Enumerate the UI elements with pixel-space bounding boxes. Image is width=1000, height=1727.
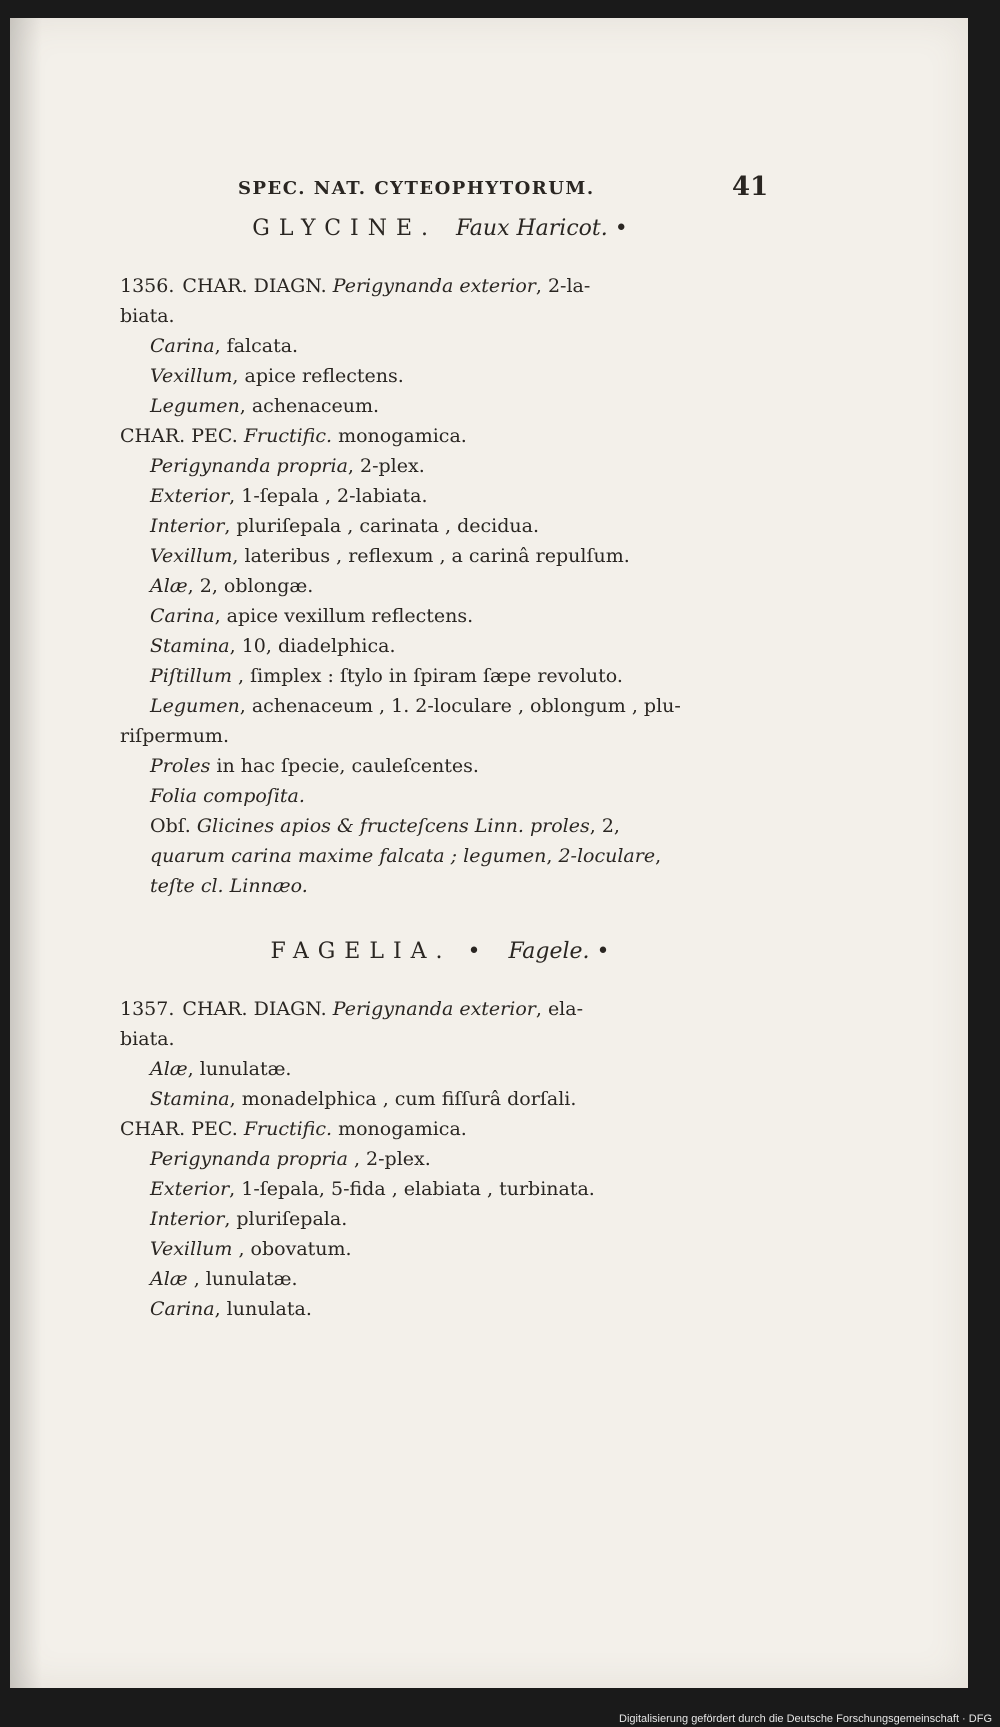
line-text: ,: [655, 845, 662, 867]
italic-term: Folia compoſita.: [150, 785, 305, 807]
italic-term: Interior: [150, 1208, 225, 1230]
text-line: [120, 1234, 760, 1264]
spine-shadow: [10, 18, 42, 1688]
line-text: , 1-ſepala, 5-fida , elabiata , turbinata.: [229, 1178, 595, 1200]
genus-name: FAGELIA. •: [270, 939, 490, 964]
genus-name: GLYCINE.: [252, 216, 438, 241]
line-text: riſpermum.: [120, 725, 229, 747]
line-text: , apice reflectens.: [232, 365, 404, 387]
section-fagelia: [120, 994, 760, 1324]
text-line: [120, 421, 760, 451]
text-line: [120, 751, 760, 781]
italic-term: Alæ: [150, 575, 188, 597]
text-line: [120, 1264, 760, 1294]
italic-term: Interior: [150, 515, 225, 537]
running-title: SPEC. NAT. CYTEOPHYTORUM.: [238, 178, 595, 199]
line-text: , 10, diadelphica.: [229, 635, 396, 657]
char-label: CHAR. DIAGN.: [182, 998, 327, 1020]
italic-term: Carina: [150, 1298, 215, 1320]
line-text: in hac ſpecie, cauleſcentes.: [210, 755, 479, 777]
genus-heading-glycine: [120, 216, 760, 241]
italic-term: Alæ: [150, 1268, 188, 1290]
char-label: CHAR. PEC.: [120, 425, 238, 447]
line-text: , pluriſepala.: [224, 1208, 348, 1230]
italic-term: Fructific.: [243, 1118, 333, 1140]
italic-term: Alæ: [150, 1058, 188, 1080]
line-text: , ſimplex : ſtylo in ſpiram ſæpe revoluto.: [232, 665, 623, 687]
line-text: , apice vexillum reflectens.: [214, 605, 474, 627]
italic-term: teſte cl. Linnæo.: [150, 875, 308, 897]
text-line: [120, 451, 760, 481]
line-text: monogamica.: [332, 425, 467, 447]
text-line: [120, 541, 760, 571]
italic-term: Perigynanda propria: [150, 455, 348, 477]
italic-term: Proles: [150, 755, 211, 777]
line-text: , 2-la-: [535, 275, 591, 297]
digitization-footer: Digitalisierung gefördert durch die Deutsche Forschungsgemeinschaft · DFG: [619, 1713, 992, 1725]
line-text: , 1-ſepala , 2-labiata.: [229, 485, 428, 507]
italic-term: Carina: [150, 605, 215, 627]
line-text: , lateribus , reflexum , a carinâ repulſum.: [232, 545, 630, 567]
text-line: [120, 1114, 760, 1144]
italic-term: Stamina: [150, 1088, 230, 1110]
char-label: CHAR. DIAGN.: [182, 275, 327, 297]
french-name: Fagele. •: [508, 939, 610, 964]
text-line: [120, 271, 760, 301]
text-line: [120, 811, 760, 841]
line-text: , 2,: [589, 815, 620, 837]
text-line: [120, 994, 760, 1024]
text-line: [120, 331, 760, 361]
text-line: [120, 1024, 760, 1054]
french-name: Faux Haricot. •: [456, 216, 628, 241]
entry-number: 1357.: [120, 998, 175, 1020]
italic-term: Perigynanda exterior: [332, 998, 536, 1020]
line-text: , ela-: [535, 998, 584, 1020]
text-line: [120, 721, 760, 751]
line-text: , achenaceum.: [239, 395, 380, 417]
italic-term: Perigynanda exterior: [332, 275, 536, 297]
line-text: , achenaceum , 1. 2-loculare , oblongum , plu-: [239, 695, 681, 717]
line-text: , obovatum.: [232, 1238, 352, 1260]
italic-term: Fructific.: [243, 425, 333, 447]
italic-term: Exterior: [150, 1178, 230, 1200]
entry-number: 1356.: [120, 275, 175, 297]
text-line: [120, 1204, 760, 1234]
section-glycine: [120, 271, 760, 901]
text-line: [120, 691, 760, 721]
italic-term: Vexillum: [150, 365, 233, 387]
line-text: , lunulata.: [214, 1298, 312, 1320]
text-line: [120, 391, 760, 421]
italic-term: 2-loculare: [558, 845, 656, 867]
line-text: Obſ.: [150, 815, 197, 837]
line-text: , 2, oblongæ.: [187, 575, 314, 597]
line-text: , pluriſepala , carinata , decidua.: [224, 515, 539, 537]
text-line: [120, 601, 760, 631]
text-line: [120, 1144, 760, 1174]
line-text: , monadelphica , cum fiſſurâ dorſali.: [229, 1088, 577, 1110]
italic-term: Piſtillum: [150, 665, 233, 687]
italic-term: Legumen: [150, 395, 240, 417]
text-line: [120, 511, 760, 541]
text-line: [120, 781, 760, 811]
text-line: [120, 361, 760, 391]
page-content: [120, 158, 769, 1324]
genus-heading-fagelia: [120, 939, 760, 964]
italic-term: Vexillum: [150, 1238, 233, 1260]
line-text: biata.: [120, 1028, 175, 1050]
text-line: [120, 631, 760, 661]
line-text: monogamica.: [332, 1118, 467, 1140]
italic-term: Stamina: [150, 635, 230, 657]
line-text: , lunulatæ.: [187, 1268, 298, 1290]
line-text: , lunulatæ.: [187, 1058, 292, 1080]
text-line: [120, 841, 760, 871]
italic-term: quarum carina maxime falcata ; legumen: [150, 845, 547, 867]
line-text: ,: [546, 845, 559, 867]
text-line: [120, 1054, 760, 1084]
italic-term: Perigynanda propria: [150, 1148, 348, 1170]
text-line: [120, 1084, 760, 1114]
book-page: [10, 18, 968, 1688]
line-text: , falcata.: [214, 335, 299, 357]
text-line: [120, 1174, 760, 1204]
line-text: biata.: [120, 305, 175, 327]
italic-term: Legumen: [150, 695, 240, 717]
text-line: [120, 301, 760, 331]
text-line: [120, 871, 760, 901]
italic-term: Vexillum: [150, 545, 233, 567]
italic-term: Exterior: [150, 485, 230, 507]
line-text: , 2-plex.: [347, 1148, 431, 1170]
text-line: [120, 1294, 760, 1324]
line-text: , 2-plex.: [347, 455, 425, 477]
char-label: CHAR. PEC.: [120, 1118, 238, 1140]
running-head: [120, 158, 769, 202]
italic-term: Glicines apios & fructeſcens Linn. proles: [196, 815, 590, 837]
italic-term: Carina: [150, 335, 215, 357]
text-line: [120, 571, 760, 601]
page-number: 41: [732, 172, 769, 202]
text-line: [120, 661, 760, 691]
text-line: [120, 481, 760, 511]
